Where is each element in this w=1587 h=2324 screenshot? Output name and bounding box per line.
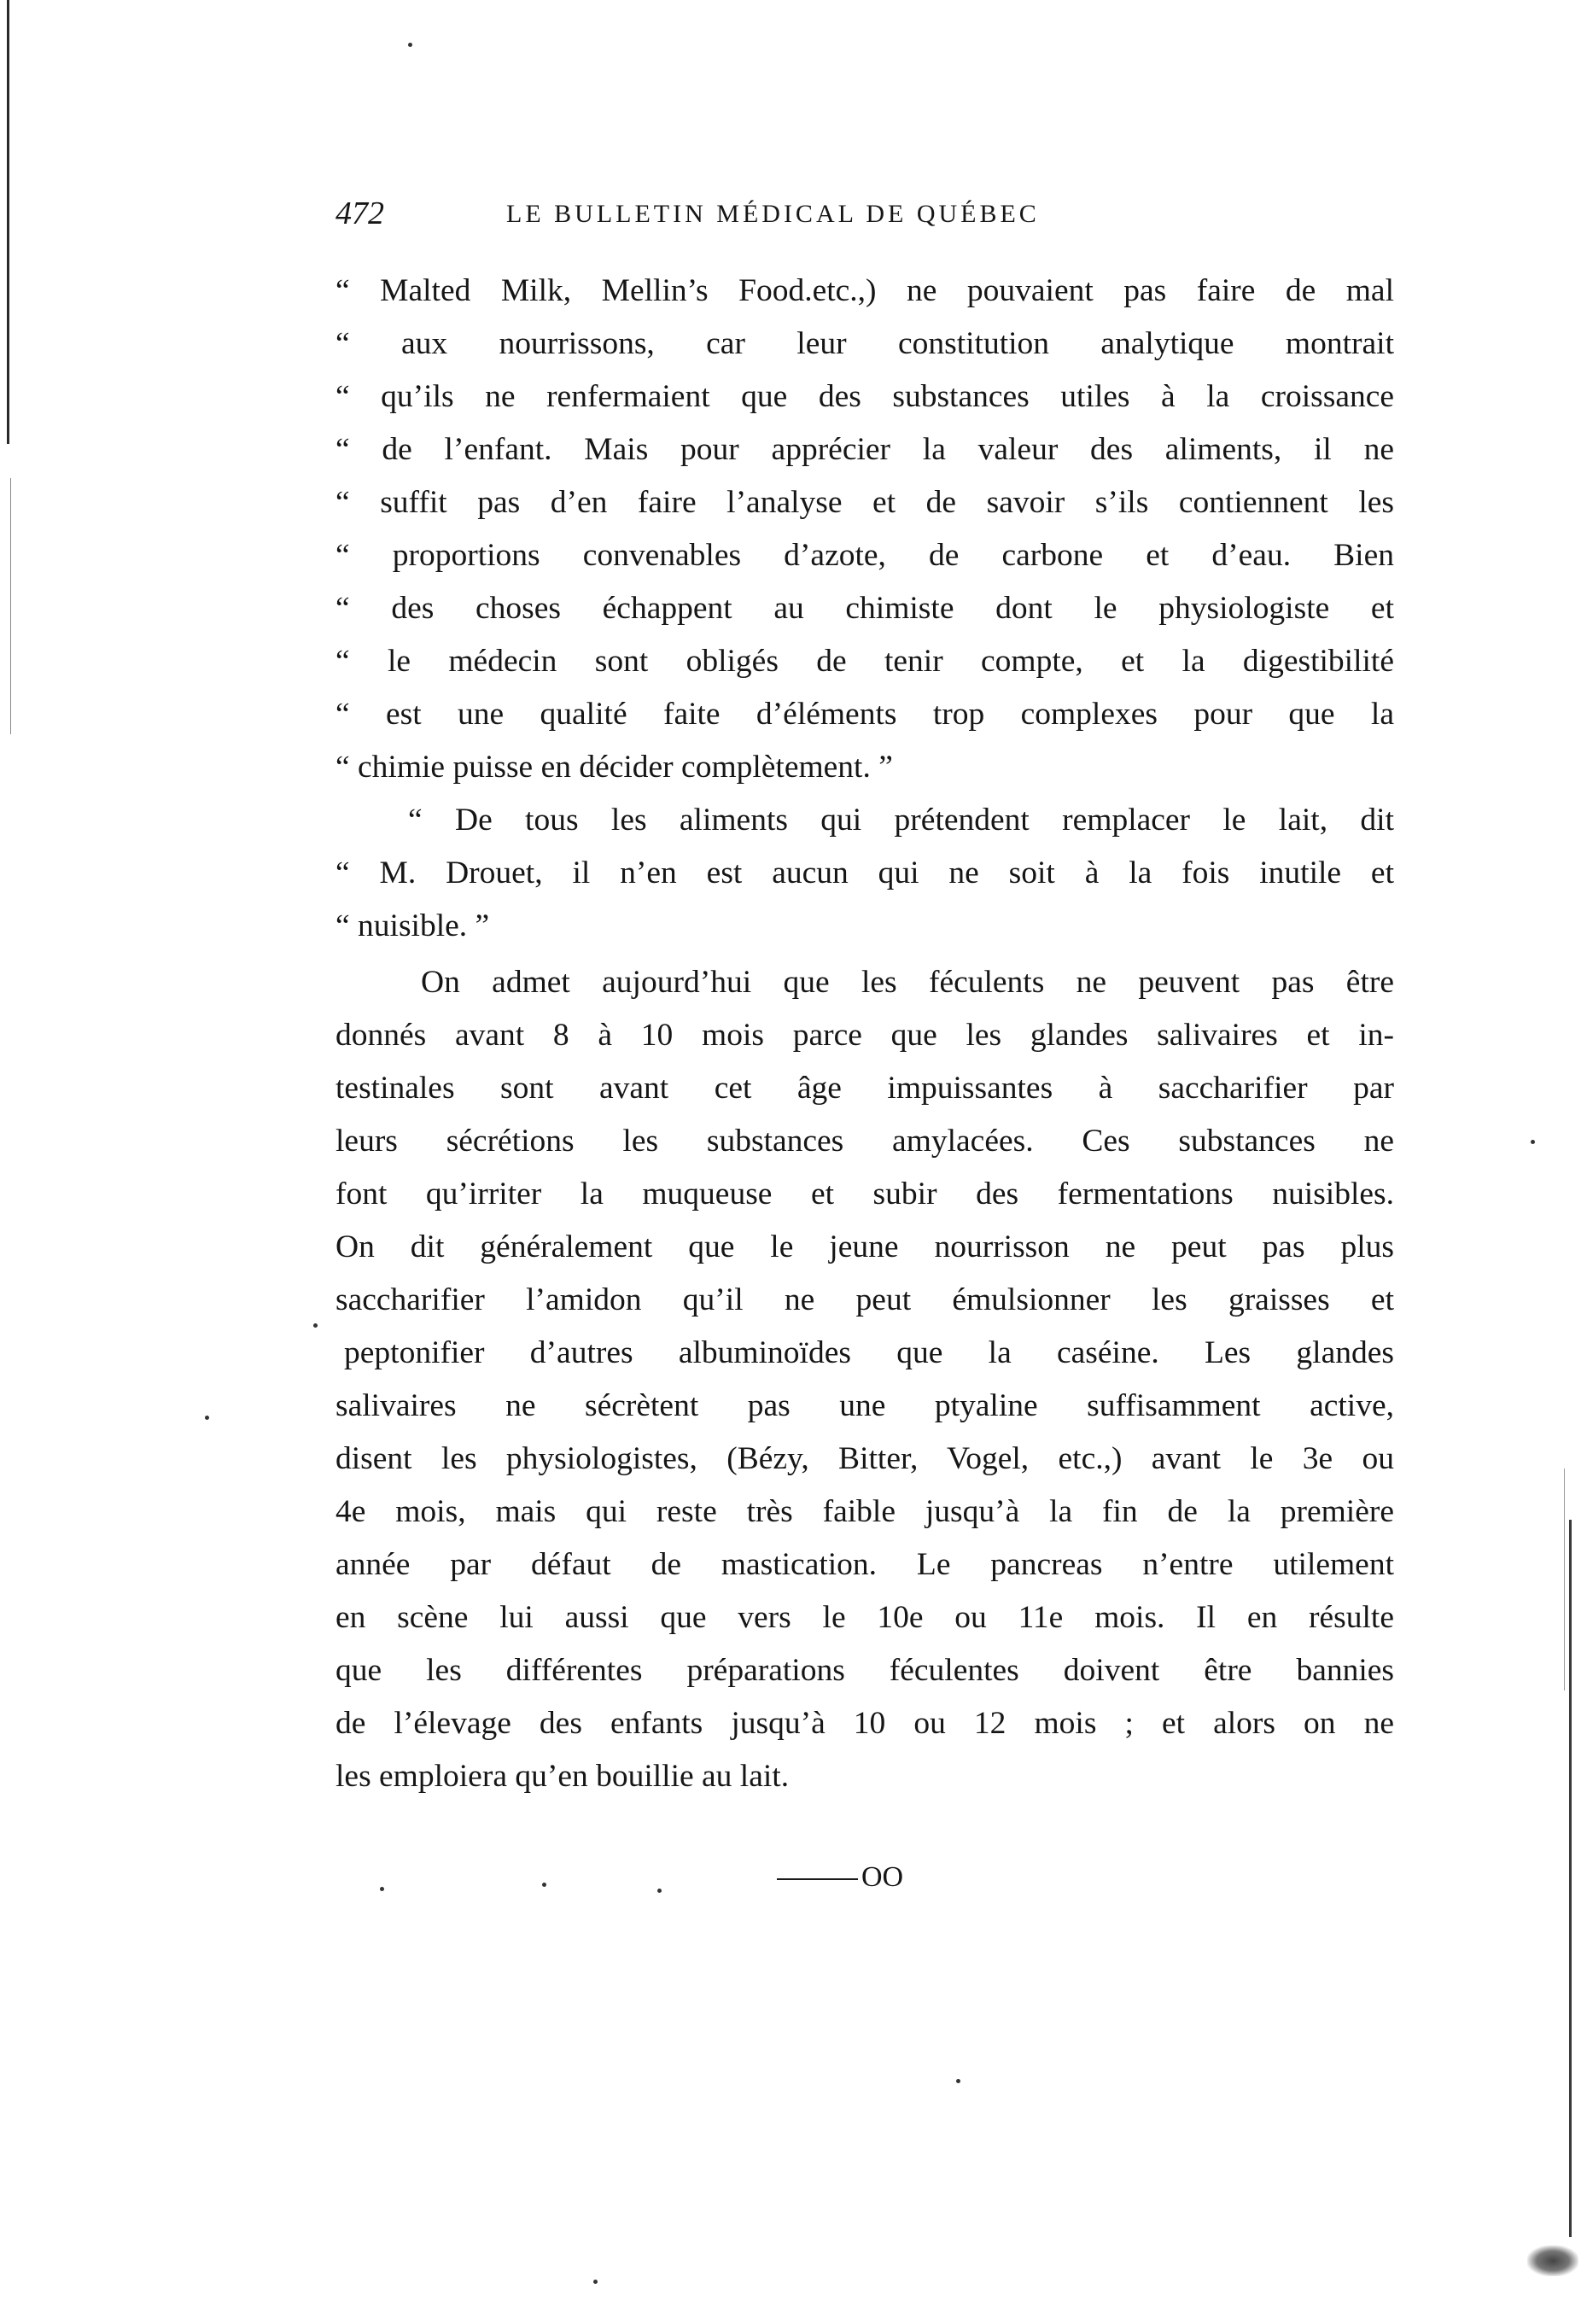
text-line: “ proportions convenables d’azote, de carbone et d’eau. Bien <box>335 538 1394 573</box>
dust-speck <box>408 43 412 47</box>
dust-speck <box>313 1323 318 1328</box>
dust-speck <box>1531 1140 1535 1144</box>
scan-edge-left-faint <box>10 478 11 734</box>
text-line: année par défaut de mastication. Le pancreas n’entre utilement <box>335 1547 1394 1582</box>
scan-edge-left <box>7 0 9 444</box>
text-line: saccharifier l’amidon qu’il ne peut émulsionner les graisses et <box>335 1282 1394 1317</box>
text-line: testinales sont avant cet âge impuissantes à saccharifier par <box>335 1071 1394 1106</box>
running-title: LE BULLETIN MÉDICAL DE QUÉBEC <box>506 200 1040 228</box>
text-line: peptonifier d’autres albuminoïdes que la caséine. Les glandes <box>344 1335 1394 1370</box>
text-line: salivaires ne sécrètent pas une ptyaline suffisamment active, <box>335 1388 1394 1423</box>
text-line: leurs sécrétions les substances amylacées. Ces substances ne <box>335 1124 1394 1159</box>
text-line: “ suffit pas d’en faire l’analyse et de savoir s’ils contiennent les <box>335 485 1394 520</box>
dust-speck <box>542 1883 546 1887</box>
text-line: “ De tous les aliments qui prétendent remplacer le lait, dit <box>408 803 1394 838</box>
text-line: On dit généralement que le jeune nourrisson ne peut pas plus <box>335 1229 1394 1264</box>
text-line: en scène lui aussi que vers le 10e ou 11e mois. Il en résulte <box>335 1600 1394 1635</box>
text-line: “ nuisible. ” <box>335 908 490 943</box>
page-header <box>335 195 1138 246</box>
dust-speck <box>380 1887 384 1891</box>
text-line: les emploiera qu’en bouillie au lait. <box>335 1759 790 1794</box>
scan-edge-right-faint <box>1564 1469 1565 1690</box>
dust-speck <box>657 1889 662 1893</box>
divider-rule <box>777 1878 858 1880</box>
text-line: “ M. Drouet, il n’en est aucun qui ne soit à la fois inutile et <box>335 855 1394 890</box>
text-line: “ aux nourrissons, car leur constitution analytique montrait <box>335 326 1394 361</box>
text-line: “ de l’enfant. Mais pour apprécier la valeur des aliments, il ne <box>335 432 1394 467</box>
divider-ornament: OO <box>861 1861 904 1893</box>
text-line: font qu’irriter la muqueuse et subir des fermentations nuisibles. <box>335 1177 1394 1212</box>
dust-speck <box>956 2079 960 2083</box>
text-line: “ est une qualité faite d’éléments trop complexes pour que la <box>335 697 1394 732</box>
text-line: “ Malted Milk, Mellin’s Food.etc.,) ne pouvaient pas faire de mal <box>335 273 1394 308</box>
section-divider <box>777 1861 903 1894</box>
text-line: “ le médecin sont obligés de tenir compte, et la digestibilité <box>335 644 1394 679</box>
text-line: de l’élevage des enfants jusqu’à 10 ou 12 mois ; et alors on ne <box>335 1706 1394 1741</box>
scan-edge-right <box>1569 1520 1572 2237</box>
page-number: 472 <box>335 196 384 231</box>
text-line: “ qu’ils ne renfermaient que des substances utiles à la croissance <box>335 379 1394 414</box>
corner-smudge <box>1527 2245 1578 2276</box>
text-line: 4e mois, mais qui reste très faible jusqu’à la fin de la première <box>335 1494 1394 1529</box>
text-line: disent les physiologistes, (Bézy, Bitter, Vogel, etc.,) avant le 3e ou <box>335 1441 1394 1476</box>
text-line: que les différentes préparations féculentes doivent être bannies <box>335 1653 1394 1688</box>
text-line: On admet aujourd’hui que les féculents ne peuvent pas être <box>421 965 1394 1000</box>
dust-speck <box>205 1416 209 1420</box>
text-line: donnés avant 8 à 10 mois parce que les glandes salivaires et in- <box>335 1018 1394 1053</box>
dust-speck <box>593 2280 598 2284</box>
text-line: “ des choses échappent au chimiste dont le physiologiste et <box>335 591 1394 626</box>
text-line: “ chimie puisse en décider complètement. ” <box>335 750 893 785</box>
